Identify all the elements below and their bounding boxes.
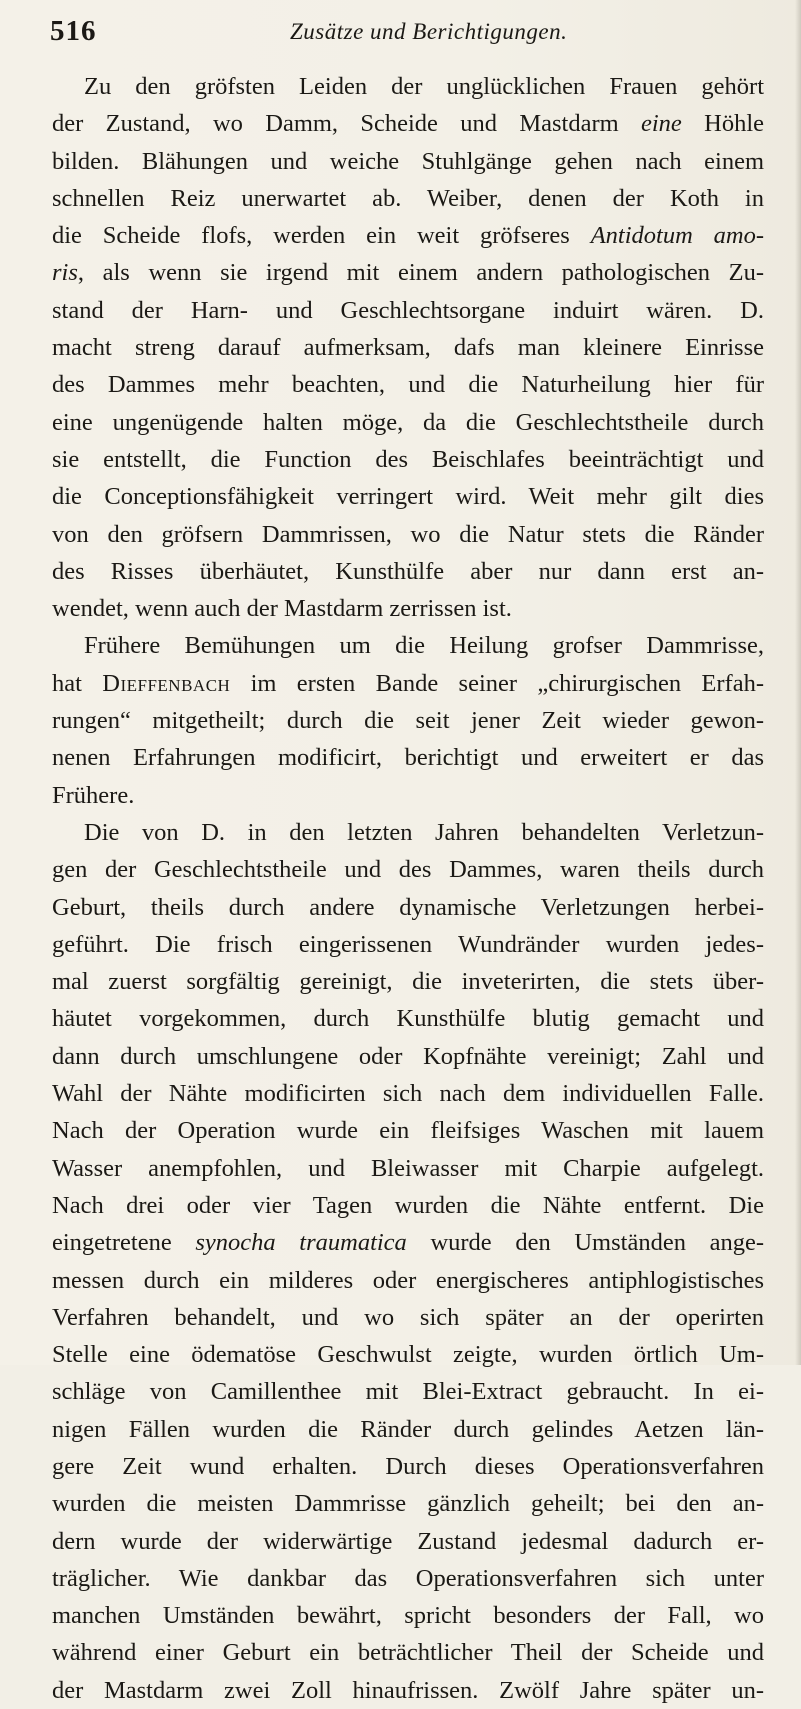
text-line: schnellen Reiz unerwartet ab. Weiber, denen der Koth in — [52, 184, 764, 212]
text-line: die Conceptionsfähigkeit verringert wird. Weit mehr gilt dies — [52, 483, 764, 511]
text-line: des Risses überhäutet, Kunsthülfe aber nur dann erst an- — [52, 557, 764, 585]
text-line: macht streng darauf aufmerksam, dafs man kleinere Einrisse — [52, 334, 764, 362]
author-name: Dieffenbach — [102, 669, 231, 697]
text-line: dann durch umschlungene oder Kopfnähte vereinigt; Zahl und — [52, 1042, 764, 1070]
body-text — [52, 68, 764, 1709]
text-line: während einer Geburt ein beträchtlicher Theil der Scheide und — [52, 1639, 764, 1667]
text-line: Stelle eine ödematöse Geschwulst zeigte, wurden örtlich Um- — [52, 1341, 764, 1369]
text-line: Nach drei oder vier Tagen wurden die Nähte entfernt. Die — [52, 1191, 764, 1219]
text-line: gere Zeit wund erhalten. Durch dieses Operationsverfahren — [52, 1452, 764, 1480]
text-line: geführt. Die frisch eingerissenen Wundränder wurden jedes- — [52, 930, 764, 958]
page-header — [50, 15, 750, 55]
text-line: mal zuerst sorgfältig gereinigt, die inveterirten, die stets über- — [52, 968, 764, 996]
text-line: eingetretene synocha traumatica wurde den Umständen ange- — [52, 1229, 764, 1257]
text-line: die Scheide flofs, werden ein weit gröfseres Antidotum amo- — [52, 222, 764, 250]
page-number: 516 — [50, 15, 97, 47]
text-line: nigen Fällen wurden die Ränder durch gelindes Aetzen län- — [52, 1415, 764, 1443]
emphasis: synocha traumatica — [195, 1229, 407, 1257]
text-line: rungen“ mitgetheilt; durch die seit jener Zeit wieder gewon- — [52, 707, 764, 735]
text-line: gen der Geschlechtstheile und des Dammes, waren theils durch — [52, 856, 764, 884]
text-line: manchen Umständen bewährt, spricht besonders der Fall, wo — [52, 1602, 764, 1630]
text-line: Frühere. — [52, 781, 135, 809]
text-line: der Mastdarm zwei Zoll hinaufrissen. Zwölf Jahre später un- — [52, 1676, 764, 1704]
text-line: wendet, wenn auch der Mastdarm zerrissen ist. — [52, 595, 512, 623]
text-line: häutet vorgekommen, durch Kunsthülfe blutig gemacht und — [52, 1005, 764, 1033]
text-line: Wahl der Nähte modificirten sich nach dem individuellen Falle. — [52, 1080, 764, 1108]
text-line: des Dammes mehr beachten, und die Naturheilung hier für — [52, 371, 764, 399]
text-line: dern wurde der widerwärtige Zustand jedesmal dadurch er- — [52, 1527, 764, 1555]
text-line: Geburt, theils durch andere dynamische Verletzungen herbei- — [52, 893, 764, 921]
text-line: hat Dieffenbach im ersten Bande seiner „chirurgischen Erfah- — [52, 669, 764, 697]
text-line: eine ungenügende halten möge, da die Geschlechtstheile durch — [52, 408, 764, 436]
text-line: schläge von Camillenthee mit Blei-Extract gebraucht. In ei- — [52, 1378, 764, 1406]
text-line: der Zustand, wo Damm, Scheide und Mastdarm eine Höhle — [52, 110, 764, 138]
text-line: träglicher. Wie dankbar das Operationsverfahren sich unter — [52, 1564, 764, 1592]
text-line: messen durch ein milderes oder energischeres antiphlogistisches — [52, 1266, 764, 1294]
text-line: sie entstellt, die Function des Beischlafes beeinträchtigt und — [52, 445, 764, 473]
text-line: nenen Erfahrungen modificirt, berichtigt und erweitert er das — [52, 744, 764, 772]
running-title: Zusätze und Berichtigungen. — [290, 19, 568, 44]
emphasis: ris — [52, 259, 78, 287]
text-line: Zu den gröfsten Leiden der unglücklichen Frauen gehört — [84, 73, 764, 100]
emphasis: eine — [641, 110, 682, 138]
emphasis: Antidotum amo- — [590, 222, 764, 250]
text-line: von den gröfsern Dammrissen, wo die Natur stets die Ränder — [52, 520, 764, 548]
text-line: Die von D. in den letzten Jahren behandelten Verletzun- — [84, 818, 764, 846]
text-line: Verfahren behandelt, und wo sich später an der operirten — [52, 1303, 764, 1331]
text-line: Wasser anempfohlen, und Bleiwasser mit Charpie aufgelegt. — [52, 1154, 764, 1182]
text-line: bilden. Blähungen und weiche Stuhlgänge gehen nach einem — [52, 147, 764, 175]
text-line: Frühere Bemühungen um die Heilung grofser Dammrisse, — [84, 632, 764, 660]
text-line: Nach der Operation wurde ein fleifsiges Waschen mit lauem — [52, 1117, 764, 1145]
text-line: stand der Harn- und Geschlechtsorgane induirt wären. D. — [52, 296, 764, 324]
text-line: ris, als wenn sie irgend mit einem andern pathologischen Zu- — [52, 259, 764, 287]
page-edge-shadow — [795, 0, 801, 1365]
text-line: wurden die meisten Dammrisse gänzlich geheilt; bei den an- — [52, 1490, 764, 1518]
